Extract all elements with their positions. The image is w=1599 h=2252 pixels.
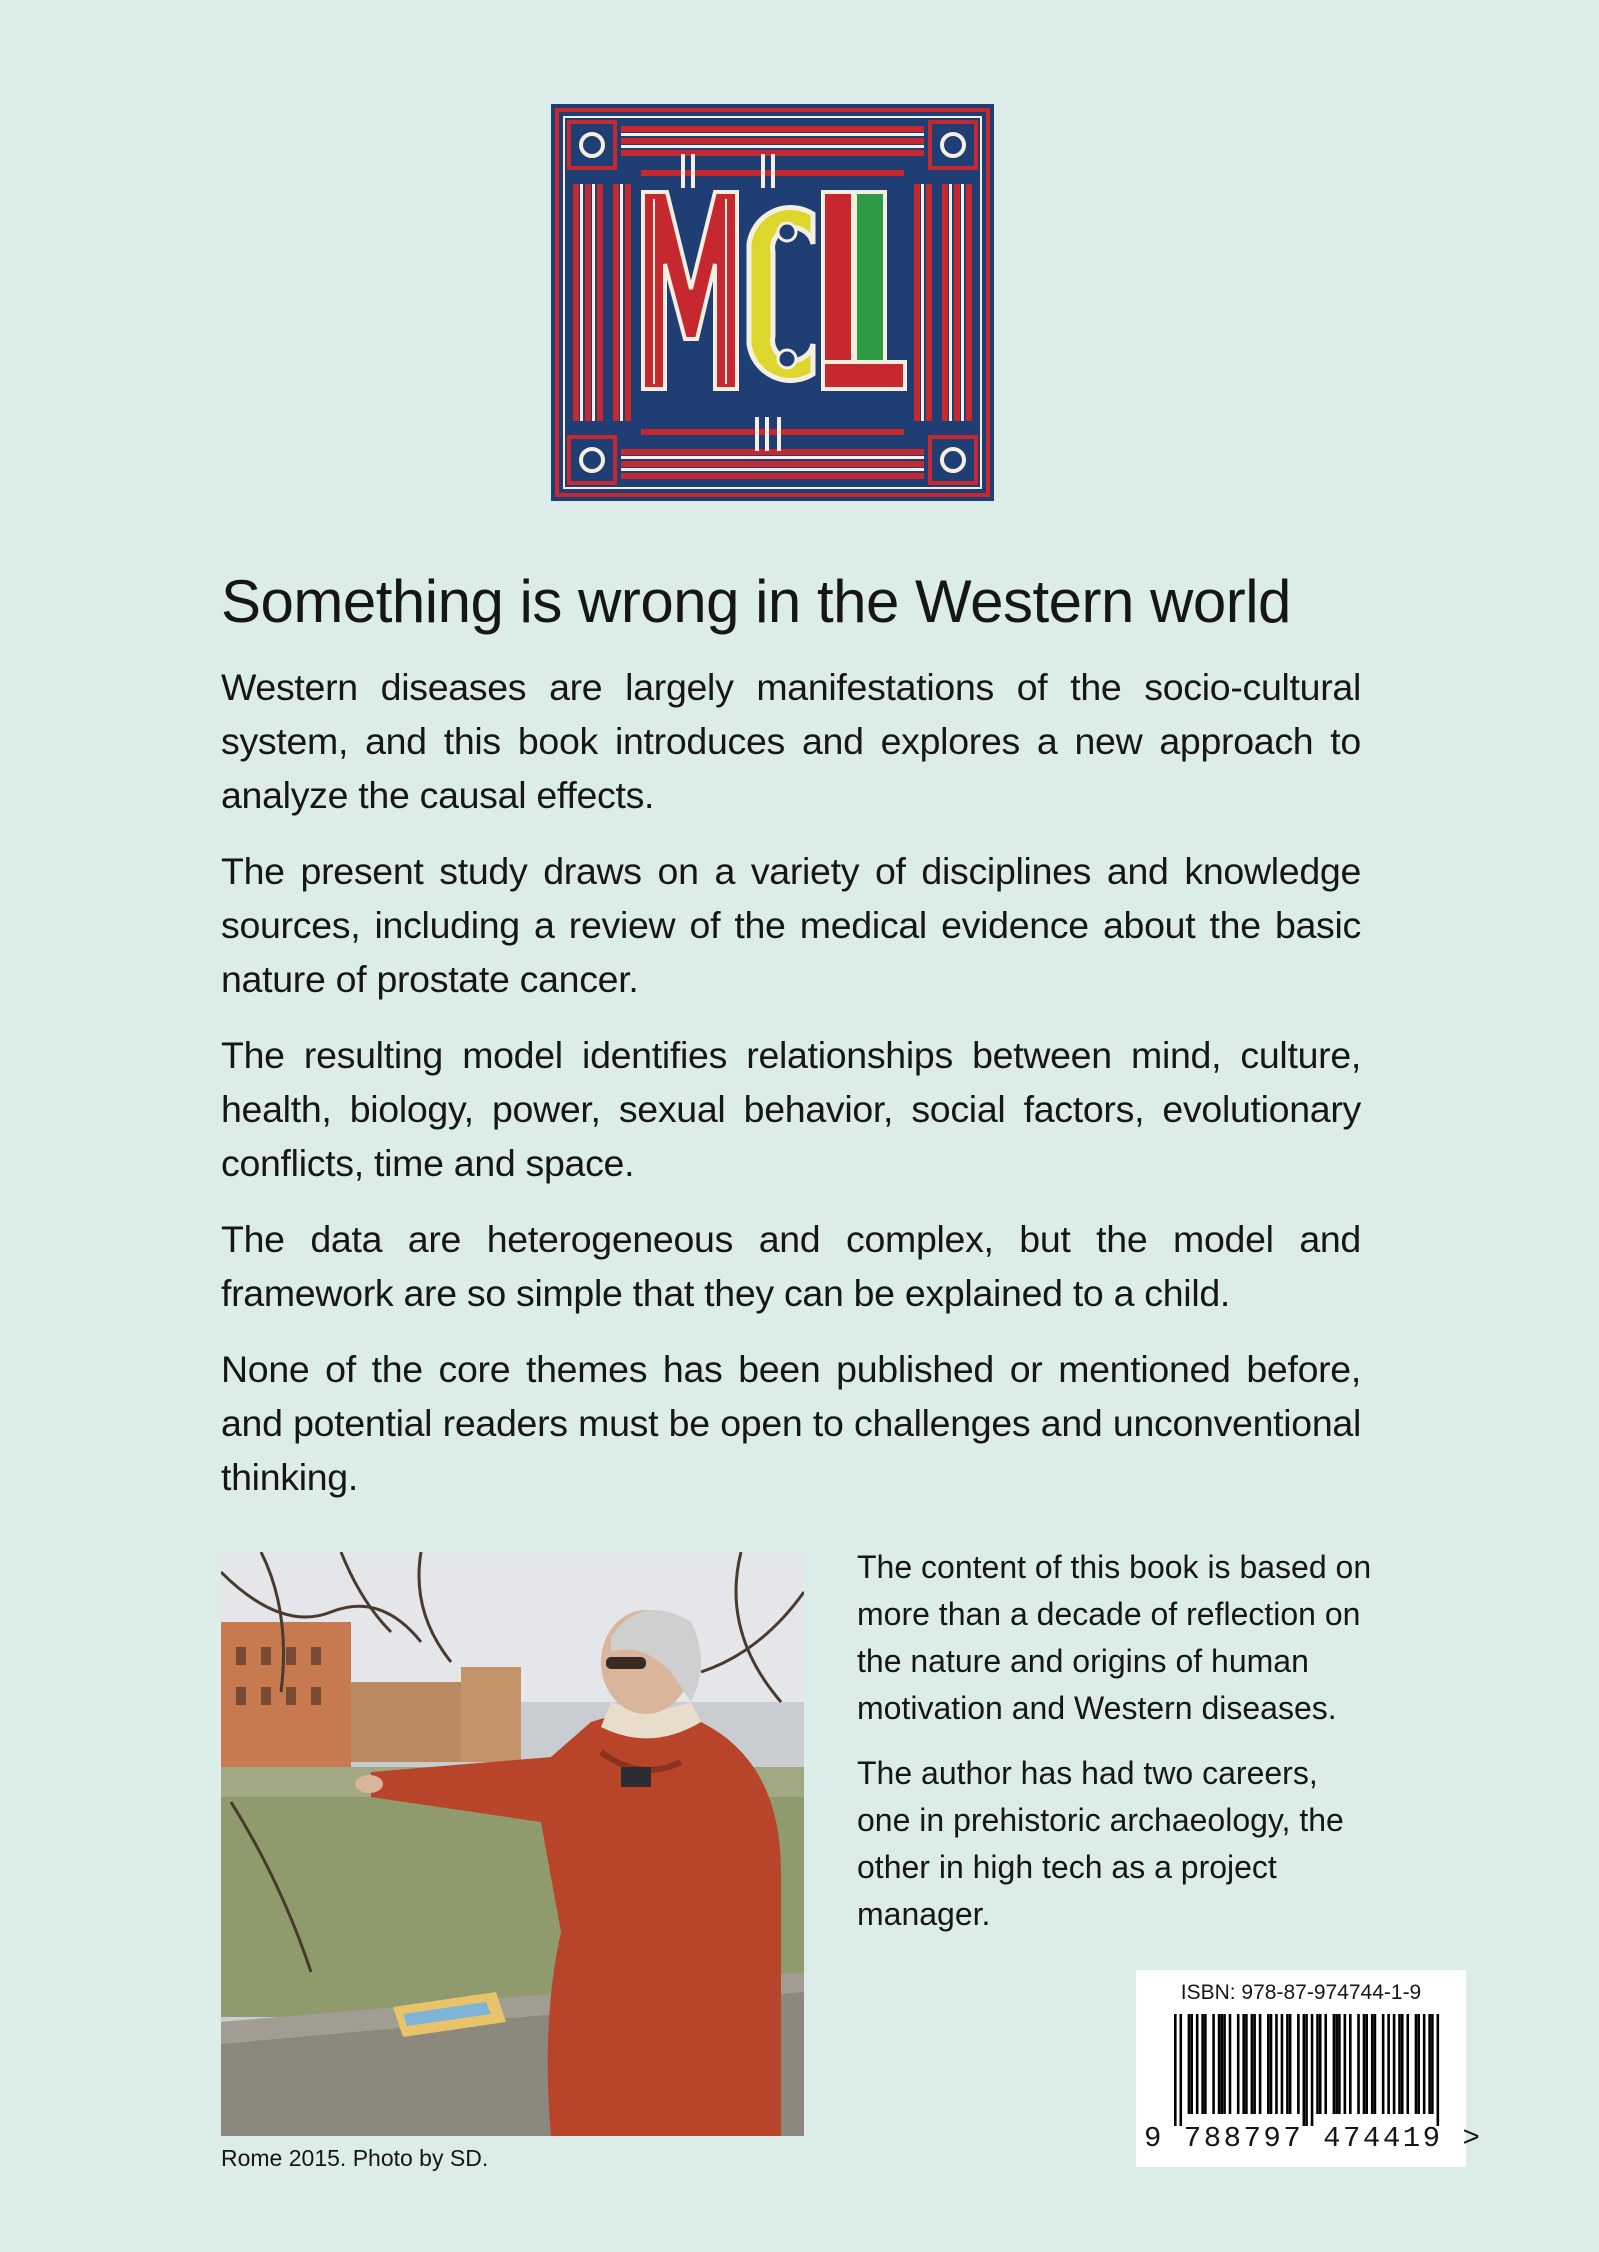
barcode-bar (1423, 2014, 1426, 2114)
barcode-bar (1275, 2014, 1278, 2114)
barcode-bar (1289, 2014, 1292, 2114)
barcode-bar (1174, 2014, 1177, 2126)
barcode-bar (1204, 2014, 1207, 2114)
barcode-bar (1382, 2014, 1385, 2114)
barcode-bar (1229, 2014, 1232, 2114)
barcode-bar (1333, 2014, 1336, 2114)
paragraph: None of the core themes has been published or mentioned before, and potential readers must be open to challenges and unconventional thinking. (221, 1348, 1361, 1498)
barcode-bar (1253, 2014, 1256, 2114)
barcode-bar (1357, 2014, 1360, 2114)
barcode-bar (1316, 2014, 1319, 2114)
barcode-bar (1374, 2014, 1377, 2114)
paragraph: Western diseases are largely manifestations of the socio-cultural system, and this book introduces and explores a new approach to analyze the causal effects. (221, 666, 1361, 816)
barcode-bar (1242, 2014, 1245, 2114)
barcode-bar (1196, 2014, 1199, 2114)
paragraph: The present study draws on a variety of disciplines and knowledge sources, including a review of the medical evidence about the basic nature of prostate cancer. (221, 850, 1361, 1000)
barcode-bar (1311, 2014, 1314, 2126)
barcode-bar (1223, 2014, 1226, 2114)
barcode-bar (1259, 2014, 1262, 2114)
barcode-bar (1324, 2014, 1327, 2114)
barcode-bar (1305, 2014, 1308, 2126)
barcode-bar (1179, 2014, 1182, 2126)
barcode-bar (1267, 2014, 1270, 2114)
barcode-bar (1428, 2014, 1431, 2114)
barcode-bar (1212, 2014, 1215, 2114)
blurb-paragraph: The author has had two careers, one in prehistoric archaeology, the other in high tech as a project manager. (857, 1755, 1344, 1932)
barcode-bar (1188, 2014, 1191, 2114)
paragraph: The resulting model identifies relationships between mind, culture, health, biology, power, sexual behavior, social factors, evolutionary conflicts, time and space. (221, 1034, 1361, 1184)
barcode-bar (1201, 2014, 1204, 2114)
barcode-bar (1303, 2014, 1306, 2126)
barcode-bar (1437, 2014, 1440, 2126)
barcode-bar (1245, 2014, 1248, 2114)
barcode-bar (1393, 2014, 1396, 2114)
barcode-bar (1338, 2014, 1341, 2114)
barcode-bar (1344, 2014, 1347, 2114)
barcode-bar (1335, 2014, 1338, 2114)
barcode-bar (1398, 2014, 1401, 2114)
blurb-paragraph: The content of this book is based on more than a decade of reflection on the nature and origins of human motivation and Western diseases. (857, 1549, 1372, 1726)
photo-caption: Rome 2015. Photo by SD. (221, 2145, 489, 2171)
isbn-label: ISBN: 978-87-974744-1-9 (1180, 1981, 1422, 2004)
barcode-bar (1363, 2014, 1366, 2114)
author-photo (221, 1552, 804, 2136)
barcode-bar (1281, 2014, 1284, 2114)
barcode-bar (1406, 2014, 1409, 2114)
barcode-bar (1319, 2014, 1322, 2114)
author-blurb (857, 1544, 1377, 1956)
barcode-bar (1417, 2014, 1420, 2114)
barcode-bar (1190, 2014, 1193, 2114)
barcode-bar (1349, 2014, 1352, 2114)
paragraph: The data are heterogeneous and complex, but the model and framework are so simple that they can be explained to a child. (221, 1218, 1361, 1314)
barcode-bar (1387, 2014, 1390, 2114)
headline: Something is wrong in the Western world (221, 568, 1291, 635)
barcode-bar (1218, 2014, 1221, 2114)
isbn-digits: 9 788797 474419 > (1144, 2122, 1483, 2155)
barcode-bar (1251, 2014, 1254, 2114)
barcode-bar (1371, 2014, 1374, 2114)
barcode-bar (1237, 2014, 1240, 2114)
barcode-bar (1415, 2014, 1418, 2114)
barcode-bar (1401, 2014, 1404, 2114)
isbn-barcode (1136, 1970, 1483, 2167)
mcl-logo (551, 104, 994, 501)
barcode-bar (1431, 2014, 1434, 2114)
barcode-bar (1286, 2014, 1289, 2114)
barcode-graphic (1174, 2014, 1442, 2126)
barcode-bar (1365, 2014, 1368, 2114)
barcode-bar (1220, 2014, 1223, 2114)
barcode-bar (1297, 2014, 1300, 2114)
main-text (221, 562, 1361, 1526)
barcode-bar (1270, 2014, 1273, 2114)
